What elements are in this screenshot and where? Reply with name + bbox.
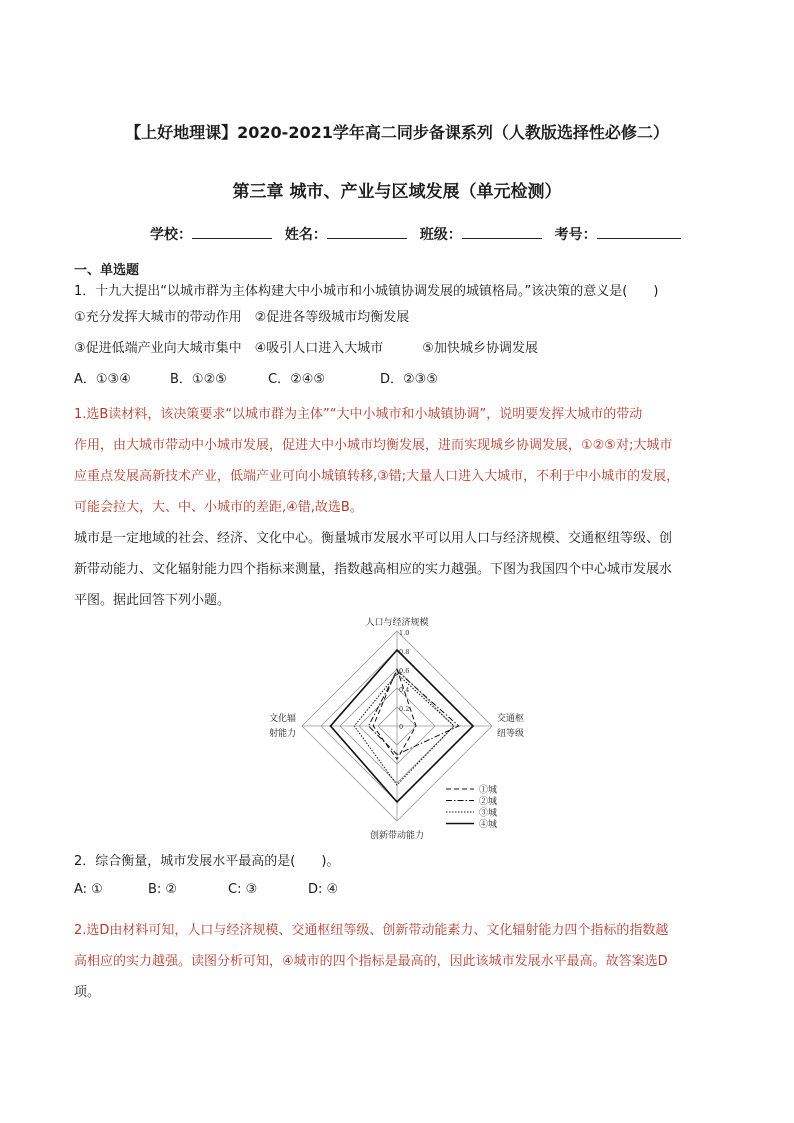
q2-option-a: A: ① (74, 882, 103, 897)
q1-option-a: A．①③④ (74, 372, 131, 387)
exam-no-label: 考号： (554, 227, 597, 243)
exam-no-blank (597, 224, 681, 239)
q1-answer-line2: 作用，由大城市带动中小城市发展，促进大中小城市均衡发展，进而实现城乡协调发展，①②⑤对;大城市 (74, 438, 673, 453)
class-label: 班级： (419, 227, 462, 243)
student-info-row (150, 224, 689, 244)
q1-option-c: C．②④⑤ (268, 372, 326, 387)
tick-label: 0.8 (399, 648, 410, 656)
chapter-title: 第三章 城市、产业与区域发展（单元检测） (232, 182, 562, 202)
axis-label-bottom: 创新带动能力 (369, 831, 425, 841)
class-blank (462, 224, 542, 239)
q2-options (74, 882, 338, 897)
legend-label: ②城 (479, 797, 498, 807)
radar-chart (250, 612, 550, 842)
q2-answer-line2: 高相应的实力越强。读图分析可知，④城市的四个指标是最高的，因此该城市发展水平最高。故答案选D (74, 954, 668, 969)
tick-label: 0.6 (399, 667, 410, 675)
material-line1: 城市是一定地域的社会、经济、文化中心。衡量城市发展水平可以用人口与经济规模、交通枢纽等级、创 (74, 531, 673, 546)
legend-label: ④城 (479, 820, 498, 830)
axis-label-right-2: 纽等级 (497, 729, 525, 739)
tick-label: 0.2 (399, 705, 410, 713)
tick-label: 0 (399, 723, 404, 731)
q1-option-b: B．①②⑤ (170, 372, 227, 387)
axis-label-left-2: 射能力 (268, 729, 296, 739)
section-title: 一、单选题 (74, 263, 140, 278)
material-line2: 新带动能力、文化辐射能力四个指标来测量，指数越高相应的实力越强。下图为我国四个中心城市发展水 (74, 562, 673, 577)
school-label: 学校： (150, 227, 192, 243)
q1-option-d: D．②③⑤ (380, 372, 438, 387)
q2-option-b: B: ② (148, 882, 178, 897)
axis-label-right-1: 交通枢 (497, 714, 525, 724)
tick-label: 1.0 (399, 629, 410, 637)
q1-items-line1: ①充分发挥大城市的带动作用 ②促进各等级城市均衡发展 (74, 310, 410, 325)
name-label: 姓名： (284, 227, 327, 243)
q2-answer-line1: 2.选D由材料可知，人口与经济规模、交通枢纽等级、创新带动能素力、文化辐射能力四个指标的指数越 (74, 923, 669, 938)
legend-label: ①城 (479, 785, 498, 796)
name-blank (327, 224, 407, 239)
tick-label: 0.4 (399, 686, 410, 694)
document-title: 【上好地理课】2020-2021学年高二同步备课系列（人教版选择性必修二） (125, 123, 669, 142)
material-line3: 平图。据此回答下列小题。 (74, 593, 231, 608)
q1-answer-line4: 可能会拉大，大、中、小城市的差距,④错,故选B。 (74, 500, 363, 515)
legend-label: ③城 (479, 808, 498, 819)
q2-stem: 2．综合衡量，城市发展水平最高的是( )。 (74, 854, 340, 869)
school-blank (192, 224, 272, 239)
q2-option-c: C: ③ (228, 882, 258, 897)
q1-answer-line3: 应重点发展高新技术产业，低端产业可向小城镇转移,③错;大量人口进入大城市，不利于中小城市的发展， (74, 469, 680, 484)
q1-items-line2: ③促进低端产业向大城市集中 ④吸引人口进入大城市 ⑤加快城乡协调发展 (74, 341, 538, 356)
axis-label-left-1: 文化辐 (268, 714, 296, 724)
axis-label-top: 人口与经济规模 (365, 618, 429, 628)
q1-options (74, 368, 438, 387)
q1-answer-line1: 1.选B读材料，该决策要求“以城市群为主体”“大中小城市和小城镇协调”，说明要发挥大城市的带动 (74, 407, 643, 422)
q2-answer-line3: 项。 (74, 985, 101, 1000)
q1-stem: 1．十九大提出“以城市群为主体构建大中小城市和小城镇协调发展的城镇格局。”该决策的意义是( ) (74, 284, 659, 299)
q2-option-d: D: ④ (308, 882, 339, 897)
